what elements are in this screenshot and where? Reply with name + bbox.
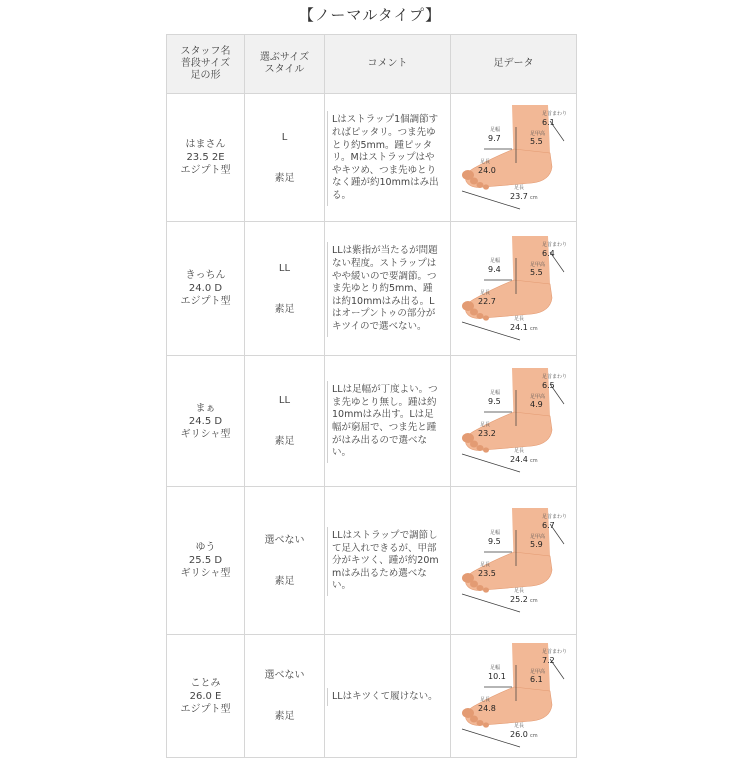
fit-table	[166, 34, 577, 758]
table-row	[167, 222, 577, 356]
comment-cell	[325, 635, 451, 758]
staff-name: まぁ	[195, 402, 216, 414]
wear-style: 素足	[274, 172, 295, 184]
style-cell	[245, 94, 325, 222]
foot-data-cell	[451, 487, 577, 635]
length-label: 足長	[479, 158, 490, 165]
staff-cell	[167, 94, 245, 222]
width-value: 9.7	[487, 133, 501, 143]
table-row	[167, 487, 577, 635]
toe	[483, 184, 489, 189]
total-value: 24.4	[509, 455, 528, 464]
girth-value: 6.1	[541, 117, 555, 127]
usual-size: 24.5 D	[188, 415, 223, 427]
height-value: 5.9	[529, 539, 543, 549]
usual-size: 25.5 D	[188, 555, 223, 566]
length-label: 足長	[479, 561, 490, 568]
toe	[476, 585, 483, 591]
foot-shape: エジプト型	[180, 165, 231, 176]
toe	[470, 716, 478, 723]
comment-text: LLはストラップで調節して足入れできるが、甲部分がキツく、踵が約20mmはみ出るため選べない。	[327, 527, 446, 596]
total-label: 足長	[513, 184, 524, 191]
comment-cell	[325, 222, 451, 356]
length-value: 23.5	[477, 568, 496, 578]
total-label: 足長	[513, 587, 524, 594]
staff-name: ことみ	[190, 677, 221, 689]
chosen-size: LL	[278, 262, 291, 274]
toe	[483, 722, 489, 727]
width-label: 足幅	[489, 665, 500, 671]
girth-label: 足首まわり	[541, 110, 567, 117]
girth-value: 7.2	[541, 656, 555, 665]
foot-data-cell	[451, 222, 577, 356]
foot-diagram	[454, 504, 574, 614]
width-value: 9.4	[487, 264, 501, 274]
height-value: 5.5	[529, 136, 543, 146]
table-header-row	[167, 35, 577, 94]
toe	[470, 177, 478, 184]
foot-diagram	[454, 364, 574, 474]
girth-label: 足首まわり	[541, 513, 567, 520]
height-label: 足甲高	[529, 261, 545, 268]
length-value: 24.8	[477, 704, 496, 713]
total-label: 足長	[513, 315, 524, 322]
height-value: 4.9	[529, 400, 543, 409]
toe	[470, 308, 478, 315]
girth-label: 足首まわり	[541, 241, 567, 248]
total-label: 足長	[513, 448, 524, 454]
foot-diagram	[454, 639, 574, 749]
length-label: 足長	[479, 422, 490, 428]
height-label: 足甲高	[529, 130, 545, 137]
staff-cell	[167, 487, 245, 635]
width-label: 足幅	[489, 257, 500, 264]
comment-cell	[325, 487, 451, 635]
style-cell	[245, 487, 325, 635]
comment-text: LLは紫指が当たるが問題ない程度。ストラップはやや緩いので要調節。つま先ゆとり約5mm、踵は約10mmはみ出る。Lはオープントゥの部分がキツイので選べない。	[327, 242, 446, 336]
width-label: 足幅	[489, 529, 500, 536]
style-cell	[245, 222, 325, 356]
width-value: 10.1	[487, 672, 506, 681]
comment-text: Lはストラップ1個調節すればピッタリ。つま先ゆとり約5mm。踵ピッタリ。Mはストラップはややキツめ、つま先ゆとりなく踵が約10mmはみ出る。	[327, 111, 446, 205]
length-value: 22.7	[477, 296, 496, 306]
total-value: 23.7	[509, 191, 528, 201]
height-label: 足甲高	[529, 533, 545, 540]
toe	[476, 445, 483, 451]
wear-style: 素足	[274, 575, 295, 587]
comment-text: LLはキツくて履けない。	[327, 688, 446, 707]
total-label: 足長	[513, 723, 524, 729]
foot-data-cell	[451, 356, 577, 487]
usual-size: 24.0 D	[188, 283, 223, 294]
width-value: 9.5	[487, 397, 501, 406]
table-row	[167, 94, 577, 222]
toe	[470, 441, 478, 448]
comment-cell	[325, 94, 451, 222]
girth-value: 6.5	[541, 381, 555, 390]
girth-label: 足首まわり	[541, 649, 567, 655]
style-cell	[245, 635, 325, 758]
wear-style: 素足	[274, 303, 295, 315]
table-row	[167, 356, 577, 487]
length-label: 足長	[479, 289, 490, 296]
staff-name: きっちん	[185, 270, 226, 281]
usual-size: 26.0 E	[189, 690, 222, 702]
unit-label: cm	[529, 597, 538, 604]
foot-shape: エジプト型	[180, 703, 231, 715]
total-value: 25.2	[509, 594, 528, 604]
wear-style: 素足	[274, 436, 295, 447]
toe	[483, 587, 489, 592]
style-cell	[245, 356, 325, 487]
staff-name: はまさん	[185, 139, 226, 150]
staff-name: ゆう	[195, 542, 216, 553]
width-label: 足幅	[489, 390, 500, 396]
chosen-size: LL	[278, 395, 291, 406]
total-value: 24.1	[509, 322, 528, 332]
header-comment: コメント	[325, 35, 451, 94]
staff-cell	[167, 222, 245, 356]
header-style: 選ぶサイズ スタイル	[245, 35, 325, 94]
width-label: 足幅	[489, 126, 500, 133]
foot-diagram	[454, 232, 574, 342]
foot-shape: ギリシャ型	[180, 568, 231, 579]
foot-data-cell	[451, 94, 577, 222]
toe	[483, 447, 489, 452]
girth-value: 6.7	[541, 520, 555, 530]
unit-label: cm	[529, 733, 538, 739]
wear-style: 素足	[274, 711, 295, 722]
unit-label: cm	[529, 325, 538, 332]
girth-label: 足首まわり	[541, 374, 567, 380]
header-staff: スタッフ名 普段サイズ 足の形	[167, 35, 245, 94]
table-row	[167, 635, 577, 758]
comment-cell	[325, 356, 451, 487]
comment-text: LLは足幅が丁度よい。つま先ゆとり無し。踵は約10mmはみ出す。Lは足幅が窮屈で、つま先と踵がはみ出るので選べない。	[327, 381, 446, 463]
header-foot-data: 足データ	[451, 35, 577, 94]
height-label: 足甲高	[529, 394, 545, 400]
width-value: 9.5	[487, 536, 501, 546]
length-value: 23.2	[477, 429, 496, 438]
length-label: 足長	[479, 697, 490, 703]
height-value: 5.5	[529, 267, 543, 277]
height-label: 足甲高	[529, 669, 545, 675]
chosen-size: L	[281, 131, 288, 143]
total-value: 26.0	[509, 730, 528, 739]
foot-data-cell	[451, 635, 577, 758]
foot-diagram	[454, 101, 574, 211]
chosen-size: 選べない	[264, 534, 305, 546]
toe	[476, 720, 483, 726]
length-value: 24.0	[477, 165, 496, 175]
page-title: 【ノーマルタイプ】	[298, 6, 442, 24]
chosen-size: 選べない	[264, 670, 305, 681]
height-value: 6.1	[529, 675, 543, 684]
unit-label: cm	[529, 458, 538, 464]
staff-cell	[167, 635, 245, 758]
toe	[476, 313, 483, 319]
foot-shape: エジプト型	[180, 296, 231, 307]
girth-value: 6.4	[541, 248, 555, 258]
toe	[476, 182, 483, 188]
staff-cell	[167, 356, 245, 487]
toe	[483, 315, 489, 320]
foot-shape: ギリシャ型	[180, 428, 231, 440]
toe	[470, 580, 478, 587]
unit-label: cm	[529, 194, 538, 201]
usual-size: 23.5 2E	[186, 152, 225, 163]
